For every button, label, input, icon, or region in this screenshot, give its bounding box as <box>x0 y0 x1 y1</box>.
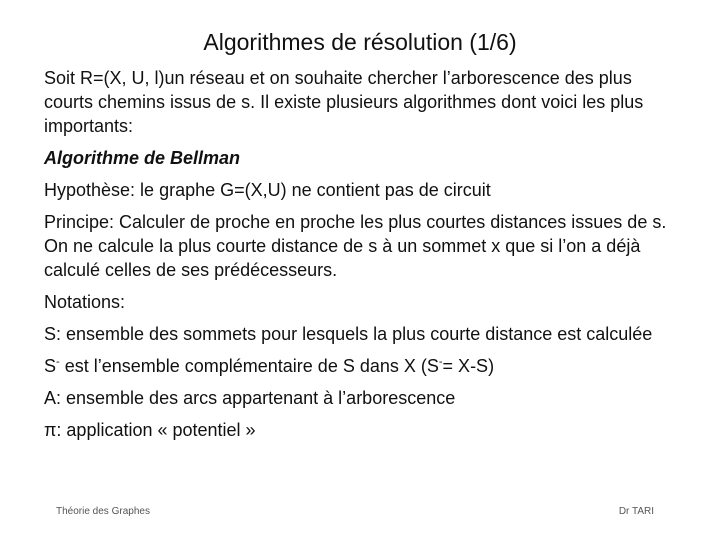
notation-s: S: ensemble des sommets pour lesquels la plus courte distance est calculée <box>44 324 653 344</box>
footer-course-title: Théorie des Graphes <box>56 506 150 517</box>
hypothesis-text: Hypothèse: le graphe G=(X,U) ne contient pas de circuit <box>44 180 491 200</box>
complement-mark-2: - <box>438 356 443 368</box>
notation-pi: π: application « potentiel » <box>44 420 256 440</box>
notation-s-middle: est l’ensemble complémentaire de S dans X (S <box>59 356 439 376</box>
notation-s-suffix: = X-S) <box>442 356 495 376</box>
notation-s-prefix: S <box>44 356 57 376</box>
footer-author: Dr TARI <box>618 506 654 517</box>
slide-content <box>44 66 684 450</box>
principle-text: Principe: Calculer de proche en proche les plus courtes distances issues de s. On ne calcule la plus courte distance de s à un sommet x que si l’on a déjà calculé celles de ses prédécesseurs. <box>44 212 667 280</box>
notation-s-complement <box>44 354 684 378</box>
algorithm-name: Algorithme de Bellman <box>44 148 241 168</box>
notations-heading: Notations: <box>44 292 126 312</box>
slide-title: Algorithmes de résolution (1/6) <box>203 29 517 55</box>
intro-paragraph: Soit R=(X, U, l)un réseau et on souhaite chercher l’arborescence des plus courts chemins issus de s. Il existe plusieurs algorithmes dont voici les plus importants: <box>44 68 644 136</box>
complement-mark-1: - <box>56 356 60 368</box>
notation-a: A: ensemble des arcs appartenant à l’arborescence <box>44 388 456 408</box>
